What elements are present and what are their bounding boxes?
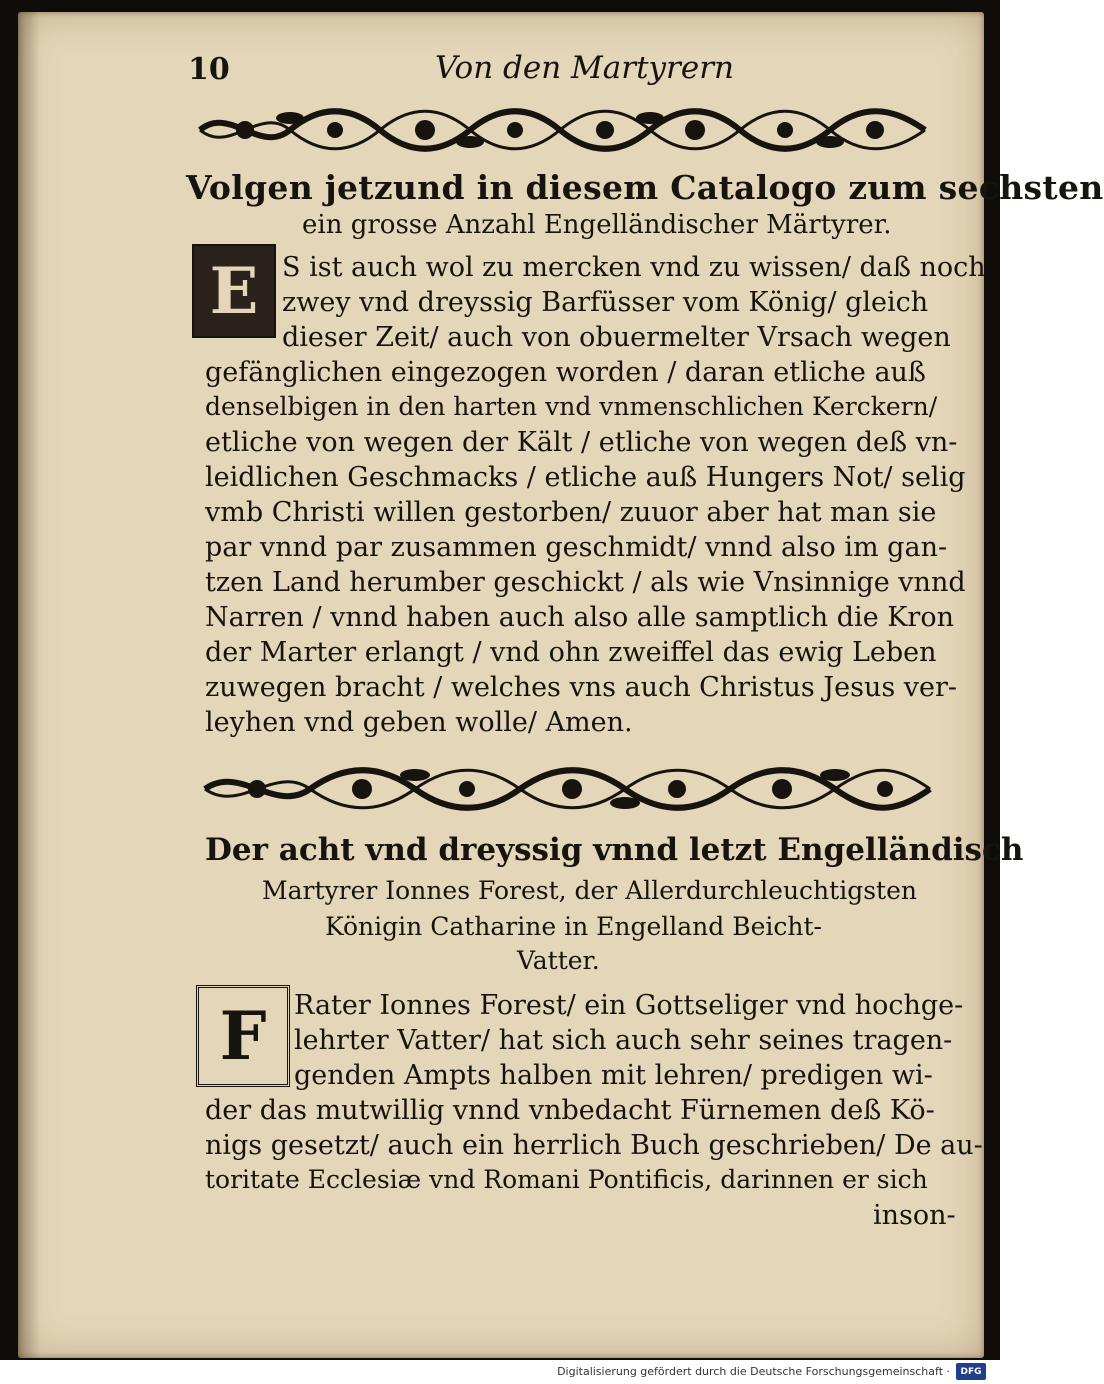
- body-line: dieser Zeit/ auch von obuermelter Vrsach wegen: [282, 322, 951, 353]
- section2-heading-line3: Königin Catharine in Engelland Beicht-: [325, 912, 822, 941]
- body-line: denselbigen in den harten vnd vnmenschlichen Kerckern/: [205, 392, 938, 421]
- body-line: genden Ampts halben mit lehren/ predigen wi-: [294, 1060, 933, 1091]
- body-line: toritate Ecclesiæ vnd Romani Pontificis, darinnen er sich: [205, 1165, 928, 1194]
- page-number: 10: [188, 52, 230, 87]
- ornamental-border-top: [190, 100, 935, 160]
- body-line: tzen Land herumber geschickt / als wie Vnsinnige vnnd: [205, 567, 966, 598]
- catchword: inson-: [873, 1200, 956, 1231]
- body-line: nigs gesetzt/ auch ein herrlich Buch geschrieben/ De au-: [205, 1130, 983, 1161]
- body-line: par vnnd par zusammen geschmidt/ vnnd also im gan-: [205, 532, 948, 563]
- body-line: zuwegen bracht / welches vns auch Christus Jesus ver-: [205, 672, 958, 703]
- section1-heading-line1: Volgen jetzund in diesem Catalogo zum sechsten: [186, 168, 1104, 207]
- drop-cap-f: F: [196, 985, 290, 1087]
- body-line: lehrter Vatter/ hat sich auch sehr seines tragen-: [294, 1025, 953, 1056]
- body-line: leyhen vnd geben wolle/ Amen.: [205, 707, 633, 738]
- running-head: Von den Martyrern: [435, 50, 734, 86]
- body-line: Narren / vnnd haben auch also alle samptlich die Kron: [205, 602, 954, 633]
- section2-heading-line1: Der acht vnd dreyssig vnnd letzt Engelländisch: [205, 832, 1024, 868]
- section1-heading-line2: ein grosse Anzahl Engelländischer Märtyrer.: [302, 210, 892, 240]
- section2-heading-line4: Vatter.: [517, 946, 600, 975]
- body-line: vmb Christi willen gestorben/ zuuor aber hat man sie: [205, 497, 937, 528]
- drop-cap-e: E: [192, 244, 276, 338]
- body-line: S ist auch wol zu mercken vnd zu wissen/ daß noch: [282, 252, 986, 283]
- dfg-logo-icon: DFG: [956, 1363, 986, 1380]
- body-line: etliche von wegen der Kält / etliche von wegen deß vn-: [205, 427, 958, 458]
- body-line: gefänglichen eingezogen worden / daran etliche auß: [205, 357, 926, 388]
- body-line: der das mutwillig vnnd vnbedacht Fürnemen deß Kö-: [205, 1095, 935, 1126]
- body-line: leidlichen Geschmacks / etliche auß Hungers Not/ selig: [205, 462, 966, 493]
- body-line: der Marter erlangt / vnd ohn zweiffel das ewig Leben: [205, 637, 937, 668]
- section2-heading-line2: Martyrer Ionnes Forest, der Allerdurchleuchtigsten: [262, 876, 917, 905]
- body-line: Rater Ionnes Forest/ ein Gottseliger vnd hochge-: [294, 990, 964, 1021]
- page-spine-shadow: [18, 12, 40, 1358]
- footer-credit-text: Digitalisierung gefördert durch die Deutsche Forschungsgemeinschaft ·: [557, 1365, 950, 1378]
- ornamental-border-middle: [195, 760, 940, 818]
- footer-bar: [0, 1360, 1000, 1384]
- body-line: zwey vnd dreyssig Barfüsser vom König/ gleich: [282, 287, 929, 318]
